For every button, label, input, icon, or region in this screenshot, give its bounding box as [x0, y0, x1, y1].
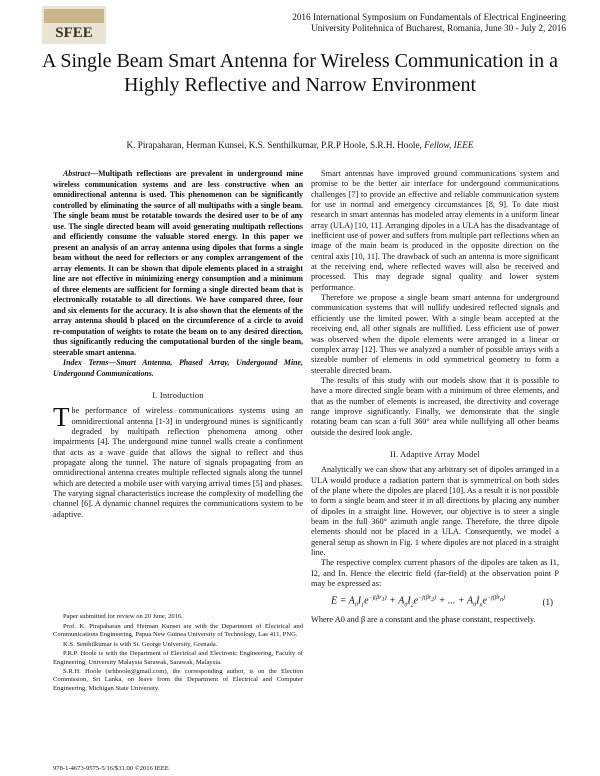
body-paragraph: Therefore we propose a single beam smart antenna for underground communication systems that will nullify undesired reflected signals and efficiently use the limited power. With a single beam accepted at the receiving end, all other signals are nullified. Less efficient use of power was observed when the dipole elements were arranged in a linear or complex array [12]. Thus we analyzed a number of possible arrays with a sizeable number of elements in odd symmetrical geometry to form a steerable directed beam. — [311, 293, 559, 375]
paper-title: A Single Beam Smart Antenna for Wireless Communication in a Highly Reflective and Narrow Environment — [42, 50, 558, 96]
equation-body: $E = A_0I_1e^{-j(\beta r_1)} + A_0I_2e^{-j(\beta r_2)}$ + ... + $A_0I_ne^{-j(\beta r_n)}$ — [331, 595, 505, 609]
left-column — [53, 169, 303, 520]
author-list: K. Pirapaharan, Herman Kunsei, K.S. Senthilkumar, P.R.P Hoole, S.R.H. Hoole, — [126, 140, 422, 150]
conference-logo — [42, 6, 106, 44]
footnote: P.R.P. Hoole is with the Department of Electrical and Electronic Engineering, Faculty of Engineering, University Malaysia Sarawak, Sarawak, Malaysia. — [53, 650, 303, 666]
conference-header — [196, 12, 566, 34]
body-paragraph: Smart antennas have improved ground communications system and promise to be the better air interface for undergound communications challenges [7] to provide an effective and reliable communication system for use in normal and emergency circumstances [8, 9]. To date most research in smart antennas has modeled array elements in a uniform linear array (ULA) [10, 11]. Arranging dipoles in a ULA has the disadvantage of inefficient use of power and suffers from multiple part reflections when an image of the main beam is produced in the opposite direction on the central axis [10, 11]. The drawback of such an antenna is more significant at the receiving end, where reflected waves will also be received and processed. This may degrade signal quality and lower system performance. — [311, 169, 559, 292]
footnote: K.S. Senthilkumar is with St. George University, Grenada. — [63, 640, 218, 648]
footnote: S.R.H. Hoole (srhhoole@gmail.com), the corresponding author, is on the Election Commission, Sri Lanka, on leave from the Department of Electrical and Computer Engineering, Michigan State University. — [53, 668, 303, 692]
index-terms: Index Terms—Smart Antenna, Phased Array, Undergound Mine, Undergound Communications. — [53, 358, 303, 378]
equation-1 — [331, 593, 559, 611]
footnote: Paper submitted for review on 20 June, 2016. — [63, 613, 183, 620]
conference-line-2: University Politehnica of Bucharest, Romania, June 30 - July 2, 2016 — [311, 23, 566, 33]
authors — [40, 140, 560, 150]
section-heading-adaptive-array: II. Adaptive Array Model — [390, 449, 480, 459]
footnotes — [53, 613, 303, 694]
isbn-line: 978-1-4673-9575-5/16/$31.00 ©2016 IEEE — [53, 765, 169, 772]
equation-number: (1) — [542, 597, 553, 608]
abstract-label: Abstract — [63, 169, 91, 178]
intro-text: he performance of wireless communications systems using an omnidirectional antenna [1-3] in underground mines is significantly degraded by multipath reflection phenomena among other impairments [4]. The undergound mine tunnel walls create a confinment that acts as a wave guide that allows the signal to reflect and thus propagate along the tunnel. The nature of signals propagating from an omnidirectional antenna creates multiple reflected signals along the tunnel which are detected a mobile user with varying arrival times [5] and phases. The varying signal characteristics increase the complexity of modelling the channel [6]. A dynamic channel requires the communications system to be adaptive. — [53, 406, 303, 519]
body-paragraph: The results of this study with our models show that it is possible to have a more directed single beam with a minimum of three elements, and that as the number of elements is increased, the directivity and coverage range improve significantly. Finally, we demonstrate that the single rotating beam can scan a full 360° area while nullifying all other beams outside the desired look angle. — [311, 375, 559, 437]
drop-cap: T — [53, 402, 70, 433]
intro-paragraph — [53, 402, 303, 520]
body-paragraph: Where A0 and β are a constant and the phase constant, respectively. — [311, 615, 536, 625]
body-paragraph: The respective complex current phasors of the dipoles are taken as I1, I2, and In. Hence the electric field (far-field) at the observation point P may be expressed as: — [311, 558, 559, 589]
logo-text: SFEE — [55, 25, 93, 41]
author-suffix: Fellow, IEEE — [424, 140, 474, 150]
abstract: Abstract—Multipath reflections are prevalent in underground mine wireless communication systems and are less constructive when an omnidirectional antenna is used. This phenomenon can be significantly controlled by eliminating the source of all multipaths with a single beam. The single beam must be rotatable towards the desired user to be of any use. The single directed beam will avoid generating multipath reflections and efficiently consume the valuable stored energy. In this paper we present an analysis of an array antenna using dipoles that forms a single beam without the need for reflectors or any complex arrangement of the array elements. It can be shown that dipole elements placed in a straight line are not effective in minimizing energy consumption and a minimum of three elements are sufficient for forming a single directed beam that is electronically rotatable to all directions. We have compared three, four and six elements for the accuracy. It is also shown that the elements of the array antenna should b placed on the circumference of a circle to avoid re-computation of weights to rotate the beam on to any desired direction, thus significantly reducing the computational burden of the single beam, steerable smart antenna. — [53, 169, 303, 357]
abstract-text: Multipath reflections are prevalent in underground mine wireless communication systems and are less constructive when an omnidirectional antenna is used. This phenomenon can be significantly controlled by eliminating the source of all multipaths with a single beam. The single beam must be rotatable towards the desired user to be of any use. The single directed beam will avoid generating multipath reflections and efficiently consume the valuable stored energy. In this paper we present an analysis of an array antenna using dipoles that forms a single beam without the need for reflectors or any complex arrangement of the array elements. It can be shown that dipole elements placed in a straight line are not effective in minimizing energy consumption and a minimum of three elements are sufficient for forming a single directed beam that is electronically rotatable to all directions. We have compared three, four and six elements for the accuracy. It is also shown that the elements of the array antenna should b placed on the circumference of a circle to avoid re-computation of weights to rotate the beam on to any desired direction, thus significantly reducing the computational burden of the single beam, steerable smart antenna. — [53, 169, 303, 357]
body-paragraph: Analytically we can show that any arbitrary set of dipoles arranged in a ULA would produce a radiation pattern that is symmetrical on both sides of the plane where the dipoles are placed [10]. As a result it is not possible to form a single beam and steer it in all directions by placing any number of dipoles in a straight line. However, our objective is to steer a single beam in the full 360° azimuth angle range. Therefore, the three dipole elements should not be placed in a ULA. Consequently, we model a general setup as shown in Fig. 1 where dipoles are not placed in a straight line. — [311, 465, 559, 558]
conference-line-1: 2016 International Symposium on Fundamentals of Electrical Engineering — [292, 12, 566, 22]
footnote: Prof. K. Pirapaharan and Herman Kunsei are with the Department of Electrical and Communications Engineering, Papua New Guinea University of Technology, Lae 411, PNG. — [53, 622, 303, 638]
right-column — [311, 169, 559, 625]
section-heading-introduction: I. Introduction — [152, 391, 204, 400]
